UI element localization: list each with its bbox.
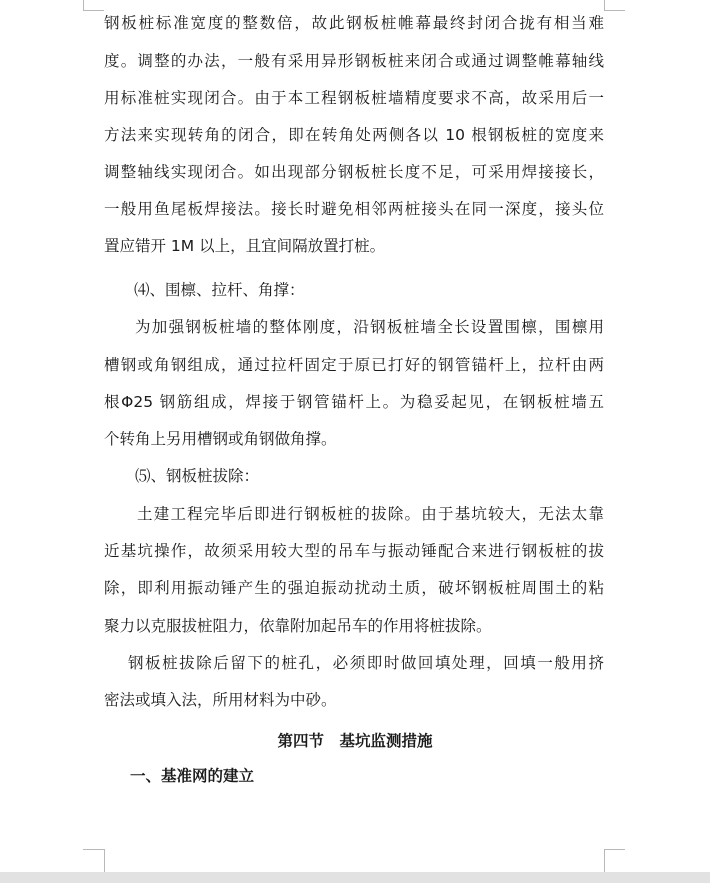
paragraph-line: 密法或填入法，所用材料为中砂。 bbox=[104, 691, 337, 709]
paragraph-line: 槽钢或角钢组成，通过拉杆固定于原已打好的钢管锚杆上，拉杆由两 bbox=[104, 356, 604, 374]
paragraph-line: 置应错开 1M 以上，且宜间隔放置打桩。 bbox=[104, 237, 386, 255]
list-item-heading: ⑷、围檩、拉杆、角撑： bbox=[134, 281, 305, 299]
paragraph-line: 为加强钢板桩墙的整体刚度，沿钢板桩墙全长设置围檩，围檩用 bbox=[135, 318, 604, 336]
crop-mark-bottom-left bbox=[104, 849, 105, 872]
paragraph-line: 聚力以克服拔桩阻力，依靠附加起吊车的作用将桩拔除。 bbox=[104, 617, 492, 635]
paragraph-line: 度。调整的办法，一般有采用异形钢板桩来闭合或通过调整帷幕轴线 bbox=[104, 52, 604, 70]
crop-mark-top-right bbox=[604, 0, 605, 10]
paragraph-line: 钢板桩拔除后留下的桩孔，必须即时做回填处理，回填一般用挤 bbox=[128, 654, 604, 672]
crop-mark-top-left bbox=[83, 0, 84, 10]
paragraph-line: 一般用鱼尾板焊接法。接长时避免相邻两桩接头在同一深度，接头位 bbox=[104, 200, 604, 218]
crop-mark-top-left-h bbox=[83, 10, 104, 11]
crop-mark-bottom-left-h bbox=[83, 849, 104, 850]
paragraph-line: 土建工程完毕后即进行钢板桩的拔除。由于基坑较大，无法太靠 bbox=[137, 505, 604, 523]
paragraph-line: 近基坑操作，故须采用较大型的吊车与振动锤配合来进行钢板桩的拔 bbox=[104, 542, 604, 560]
paragraph-line: 调整轴线实现闭合。如出现部分钢板桩长度不足，可采用焊接接长， bbox=[104, 163, 604, 181]
paragraph-line: 个转角上另用槽钢或角钢做角撑。 bbox=[104, 430, 337, 448]
list-item-heading: ⑸、钢板桩拔除： bbox=[135, 467, 260, 485]
paragraph-line: 用标准桩实现闭合。由于本工程钢板桩墙精度要求不高，故采用后一 bbox=[104, 89, 604, 107]
crop-mark-top-right-h bbox=[604, 10, 625, 11]
subsection-title: 一、基准网的建立 bbox=[130, 767, 255, 785]
paragraph-line: 钢板桩标准宽度的整数倍，故此钢板桩帷幕最终封闭合拢有相当难 bbox=[104, 14, 604, 32]
paragraph-line: 方法来实现转角的闭合，即在转角处两侧各以 10 根钢板桩的宽度来 bbox=[104, 126, 604, 144]
paragraph-line: 除，即利用振动锤产生的强迫振动扰动土质，破坏钢板桩周围土的粘 bbox=[104, 579, 604, 597]
crop-mark-bottom-right-h bbox=[604, 849, 625, 850]
page-gap bbox=[0, 872, 710, 883]
section-title: 第四节 基坑监测措施 bbox=[277, 732, 433, 750]
crop-mark-bottom-right bbox=[604, 849, 605, 872]
paragraph-line: 根Φ25 钢筋组成，焊接于钢管锚杆上。为稳妥起见，在钢板桩墙五 bbox=[104, 393, 604, 411]
